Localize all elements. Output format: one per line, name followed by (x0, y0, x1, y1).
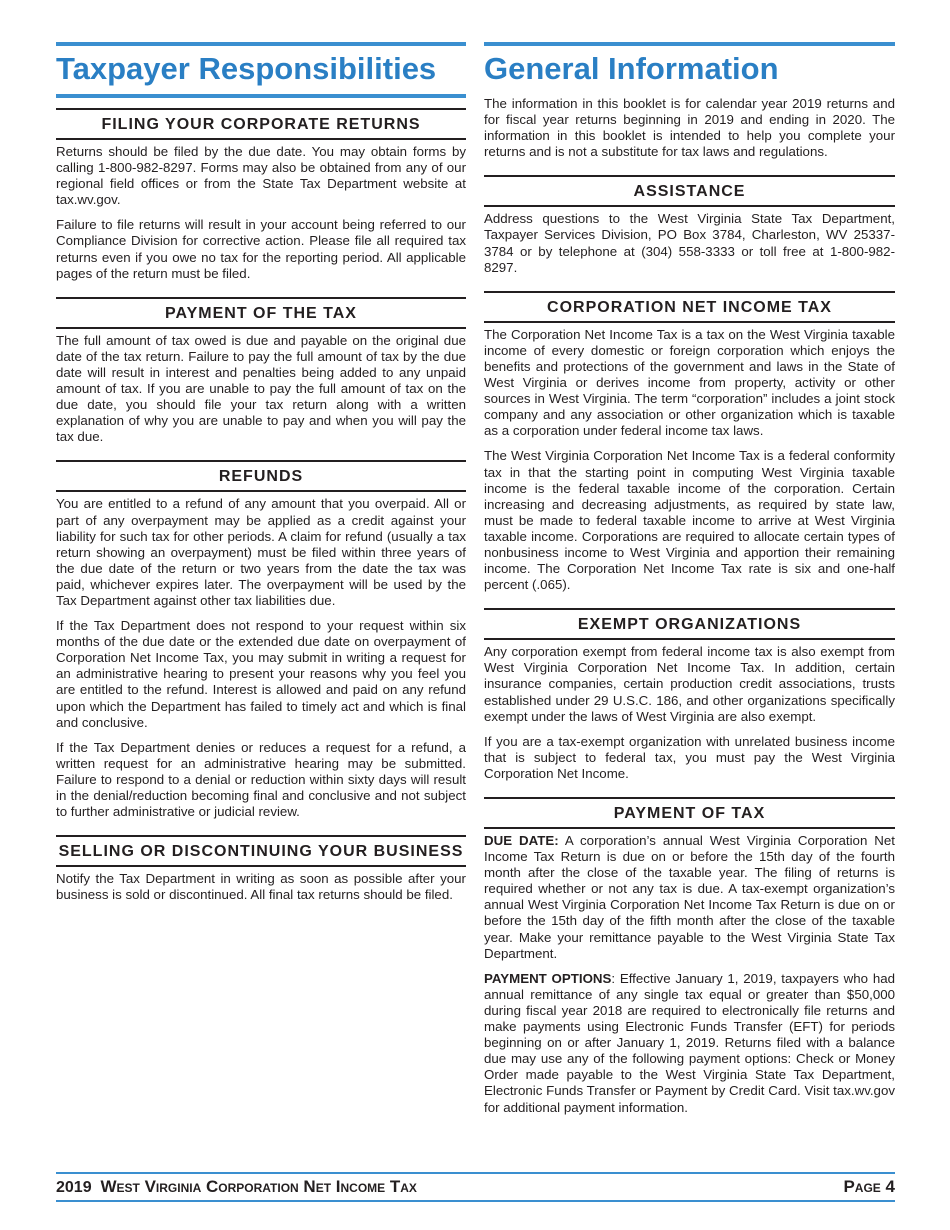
section-corporation-net-income-tax (484, 291, 895, 594)
due-date-paragraph (484, 833, 895, 962)
paragraph: Failure to file returns will result in your account being referred to our Compliance Division for corrective action. Please file all required tax returns even if you owe no tax for the reporting period. All applicable pages of the return must be filed. (56, 217, 466, 281)
left-column (56, 42, 466, 912)
section-payment-of-tax (484, 797, 895, 1116)
payment-options-text: : Effective January 1, 2019, taxpayers who had annual remittance of any single tax equal or greater than $50,000 during fiscal year 2018 are required to electronically file returns and make payments using Electronic Funds Transfer (EFT) for periods beginning on or after January 1, 2019. Returns filed with a balance due may use any of the following payment options: Check or Money Order made payable to the West Virginia State Tax Department, Electronic Funds Transfer or Payment by Credit Card. Visit tax.wv.gov for additional payment information. (484, 970, 896, 1115)
paragraph: The West Virginia Corporation Net Income Tax is a federal conformity tax in that the starting point in computing West Virginia taxable income is the federal taxable income of the corporation. Certain increasing and decreasing adjustments, as required by state law, must be made to federal taxable income to arrive at West Virginia taxable income. Corporations are required to allocate certain types of nonbusiness income to West Virginia and apportion their remaining income. The Corporation Net Income Tax rate is six and one-half percent (.065). (484, 448, 895, 593)
footer-year: 2019 (56, 1179, 92, 1196)
section-filing (56, 108, 466, 282)
paragraph: Notify the Tax Department in writing as soon as possible after your business is sold or discontinued. All final tax returns should be filed. (56, 871, 466, 903)
paragraph: If you are a tax-exempt organization with unrelated business income that is subject to federal tax, you must pay the West Virginia Corporation Net Income. (484, 733, 895, 781)
section-heading: FILING YOUR CORPORATE RETURNS (56, 108, 466, 140)
page-footer (56, 1172, 895, 1202)
section-assistance (484, 175, 895, 275)
page-title-taxpayer-responsibilities: Taxpayer Responsibilities (56, 42, 466, 98)
paragraph: Returns should be filed by the due date. You may obtain forms by calling 1-800-982-8297. Forms may also be obtained from any of our regional field offices or from the State Tax Department website at tax.wv.gov. (56, 144, 466, 208)
section-heading: REFUNDS (56, 460, 466, 492)
paragraph: Any corporation exempt from federal income tax is also exempt from West Virginia Corporation Net Income Tax. In addition, certain insurance companies, certain production credit associations, trusts established under 29 U.S.C. 186, and other organizations specifically exempt under the laws of West Virginia are also exempt. (484, 644, 895, 724)
footer-left (56, 1177, 417, 1197)
section-heading: EXEMPT ORGANIZATIONS (484, 608, 895, 640)
right-column (484, 42, 895, 1125)
section-refunds (56, 460, 466, 820)
paragraph: Address questions to the West Virginia State Tax Department, Taxpayer Services Division, PO Box 3784, Charleston, WV 25337-3784 or by telephone at (304) 558-3333 or toll free at 1-800-982-8297. (484, 211, 895, 275)
paragraph: You are entitled to a refund of any amount that you overpaid. All or part of any overpayment may be applied as a credit against your liability for such tax for other periods. A claim for refund (usually a tax return showing an overpayment) must be filed within three years of the due date of the return or two years from the date the tax was paid, whichever expires later. The overpayment will be used by the Tax Department against other tax liabilities due. (56, 496, 466, 608)
footer-title: West Virginia Corporation Net Income Tax (100, 1177, 417, 1196)
page-title-general-information: General Information (484, 42, 895, 96)
due-date-text: A corporation’s annual West Virginia Corporation Net Income Tax Return is due on or before the 15th day of the fourth month after the close of the taxable year. The filing of returns is required whether or not any tax is due. A tax-exempt organization’s annual West Virginia Corporation Net Income Tax Return is due on or before the 15th day of the fifth month after the close of the taxable year. Make your remittance payable to the West Virginia State Tax Department. (484, 833, 895, 961)
section-heading: PAYMENT OF TAX (484, 797, 895, 829)
payment-options-paragraph (484, 971, 895, 1116)
section-heading: PAYMENT OF THE TAX (56, 297, 466, 329)
section-payment-of-the-tax (56, 297, 466, 446)
footer-page-number: Page 4 (843, 1177, 895, 1196)
paragraph: If the Tax Department denies or reduces a request for a refund, a written request for an administrative hearing may be submitted. Failure to respond to a denial or reduction within sixty days will result in the denial/reduction becoming final and conclusive and not subject to further administrative or judicial review. (56, 739, 466, 820)
payment-options-label: PAYMENT OPTIONS (484, 970, 612, 986)
section-heading: SELLING OR DISCONTINUING YOUR BUSINESS (56, 835, 466, 867)
paragraph: The full amount of tax owed is due and payable on the original due date of the tax return. Failure to pay the full amount of tax by the due date will result in interest and penalties being added to any unpaid amount of tax. If you are unable to pay the full amount of tax on the due date, you should file your tax return along with a written explanation of why you are unable to pay and when you will pay the tax due. (56, 332, 466, 445)
section-heading: CORPORATION NET INCOME TAX (484, 291, 895, 323)
paragraph: The Corporation Net Income Tax is a tax on the West Virginia taxable income of every domestic or foreign corporation which enjoys the benefits and protections of the government and laws in the State of West Virginia or derives income from property, activity or other sources in West Virginia. The term “corporation” includes a joint stock company and any association or other organization which is taxable as a corporation under federal income tax laws. (484, 326, 895, 439)
intro-paragraph: The information in this booklet is for calendar year 2019 returns and for fiscal year returns beginning in 2019 and ending in 2020. The information in this booklet is intended to help you complete your returns and is not a substitute for tax laws and regulations. (484, 96, 895, 160)
section-heading: ASSISTANCE (484, 175, 895, 207)
due-date-label: DUE DATE: (484, 833, 559, 848)
section-selling-business (56, 835, 466, 903)
paragraph: If the Tax Department does not respond to your request within six months of the due date or the extended due date on overpayment of Corporation Net Income Tax, you may submit in writing a request for an administrative hearing to present your reasons why you feel you are entitled to the refund. Interest is allowed and paid on any refund upon which the Department has failed to timely act and which is final and conclusive. (56, 618, 466, 730)
section-exempt-organizations (484, 608, 895, 782)
